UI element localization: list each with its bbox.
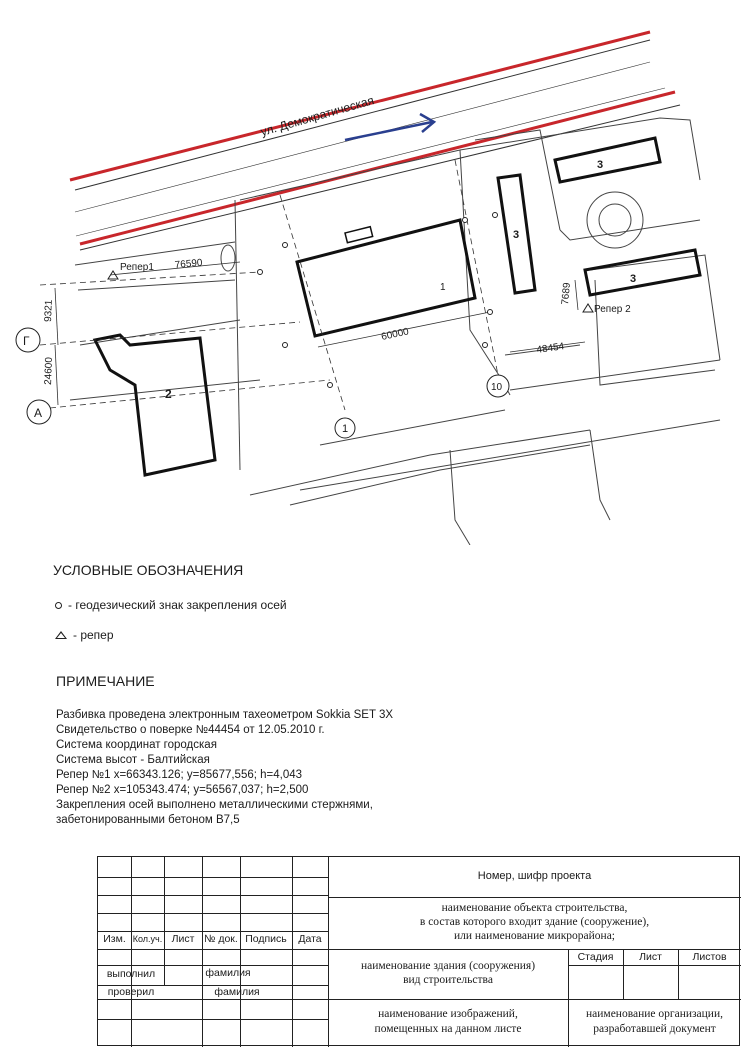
dimension-24600: 24600: [43, 356, 55, 386]
note-line: Репер №2 x=105343.474; y=56567,037; h=2,500: [56, 784, 309, 796]
benchmark-2-label: Репер 2: [594, 304, 631, 315]
col-date: Дата: [298, 933, 322, 945]
circle-marker-icon: [55, 602, 62, 609]
object-name-line: наименование объекта строительства,: [441, 902, 628, 914]
project-code: Номер, шифр проекта: [477, 870, 592, 882]
note-line: Система координат городская: [56, 739, 217, 751]
building-3b-number: 3: [597, 159, 604, 171]
note-line: Система высот - Балтийская: [56, 754, 210, 766]
triangle-marker-icon: [55, 631, 67, 639]
dimension-60000: 60000: [380, 326, 410, 343]
street-label: ул. Демократическая: [258, 93, 376, 139]
building-3-right: [585, 250, 700, 295]
sheet-header: Лист: [639, 951, 662, 963]
building-name: [328, 959, 568, 987]
axis-g-label: Г: [23, 334, 30, 348]
row-checked: проверил: [107, 986, 155, 998]
building-3c-number: 3: [630, 273, 637, 285]
street-red-line-bottom: [80, 92, 675, 244]
images-name-line: наименование изображений,: [378, 1008, 518, 1020]
dimension-48454: 48454: [535, 341, 565, 356]
benchmark-1-label: Репер1: [120, 262, 154, 273]
object-name-line: или наименование микрорайона;: [453, 930, 616, 942]
notes-title: ПРИМЕЧАНИЕ: [56, 673, 155, 689]
dimension-7689: 7689: [560, 282, 573, 306]
row-done: выполнил: [106, 968, 156, 980]
organization-name-line: наименование организации,: [586, 1008, 723, 1020]
building-3-top: [555, 138, 660, 182]
note-line: Репер №1 x=66343.126; y=85677,556; h=4,043: [56, 769, 303, 781]
legend-item-text: - репер: [73, 628, 114, 642]
dimension-76590: 76590: [174, 257, 203, 271]
object-name: [328, 901, 741, 943]
legend-item-text: - геодезический знак закрепления осей: [68, 598, 287, 612]
title-block: [97, 856, 740, 1046]
surname-checked: фамилия: [214, 986, 260, 998]
building-name-line: вид строительства: [403, 974, 493, 986]
note-line: Разбивка проведена электронным тахеометром Sokkia SET 3X: [56, 709, 394, 721]
building-1-number: 1: [440, 282, 446, 293]
building-3a-number: 3: [513, 229, 520, 241]
col-doc: № док.: [204, 933, 238, 945]
benchmark-2-icon: [583, 304, 593, 312]
building-name-line: наименование здания (сооружения): [360, 960, 536, 972]
legend-item-benchmark: [55, 628, 114, 642]
object-name-line: в состав которого входит здание (сооружение),: [419, 916, 650, 928]
note-line: забетонированными бетоном В7,5: [56, 814, 240, 826]
building-2: [95, 335, 215, 475]
dimension-9321: 9321: [43, 299, 55, 323]
images-name-line: помещенных на данном листе: [374, 1023, 522, 1035]
sheets-header: Листов: [692, 951, 727, 963]
building-2-number: 2: [165, 387, 172, 401]
direction-arrow-icon: [345, 114, 434, 140]
building-1-porch: [345, 227, 373, 243]
axis-1-label: 1: [342, 423, 349, 435]
axis-10-label: 10: [491, 382, 503, 393]
organization-name-line: разработавшей документ: [593, 1023, 716, 1035]
note-line: Закрепления осей выполнено металлическими стержнями,: [56, 799, 373, 811]
notes-body: [56, 708, 393, 828]
building-1: [297, 220, 475, 336]
legend-item-geodetic: [55, 598, 287, 612]
images-name: [328, 1007, 568, 1037]
col-izm: Изм.: [103, 933, 126, 945]
note-line: Свидетельство о поверке №44454 от 12.05.2010 г.: [56, 724, 325, 736]
roundabout: [587, 192, 643, 248]
stage-header: Стадия: [577, 951, 614, 963]
organization-name: [568, 1007, 741, 1037]
axis-a-label: А: [34, 406, 43, 420]
col-sign: Подпись: [245, 933, 287, 945]
col-kol: Кол.уч.: [132, 934, 163, 944]
surname-done: фамилия: [205, 967, 251, 979]
col-list: Лист: [171, 933, 195, 945]
legend-title: УСЛОВНЫЕ ОБОЗНАЧЕНИЯ: [53, 562, 244, 578]
